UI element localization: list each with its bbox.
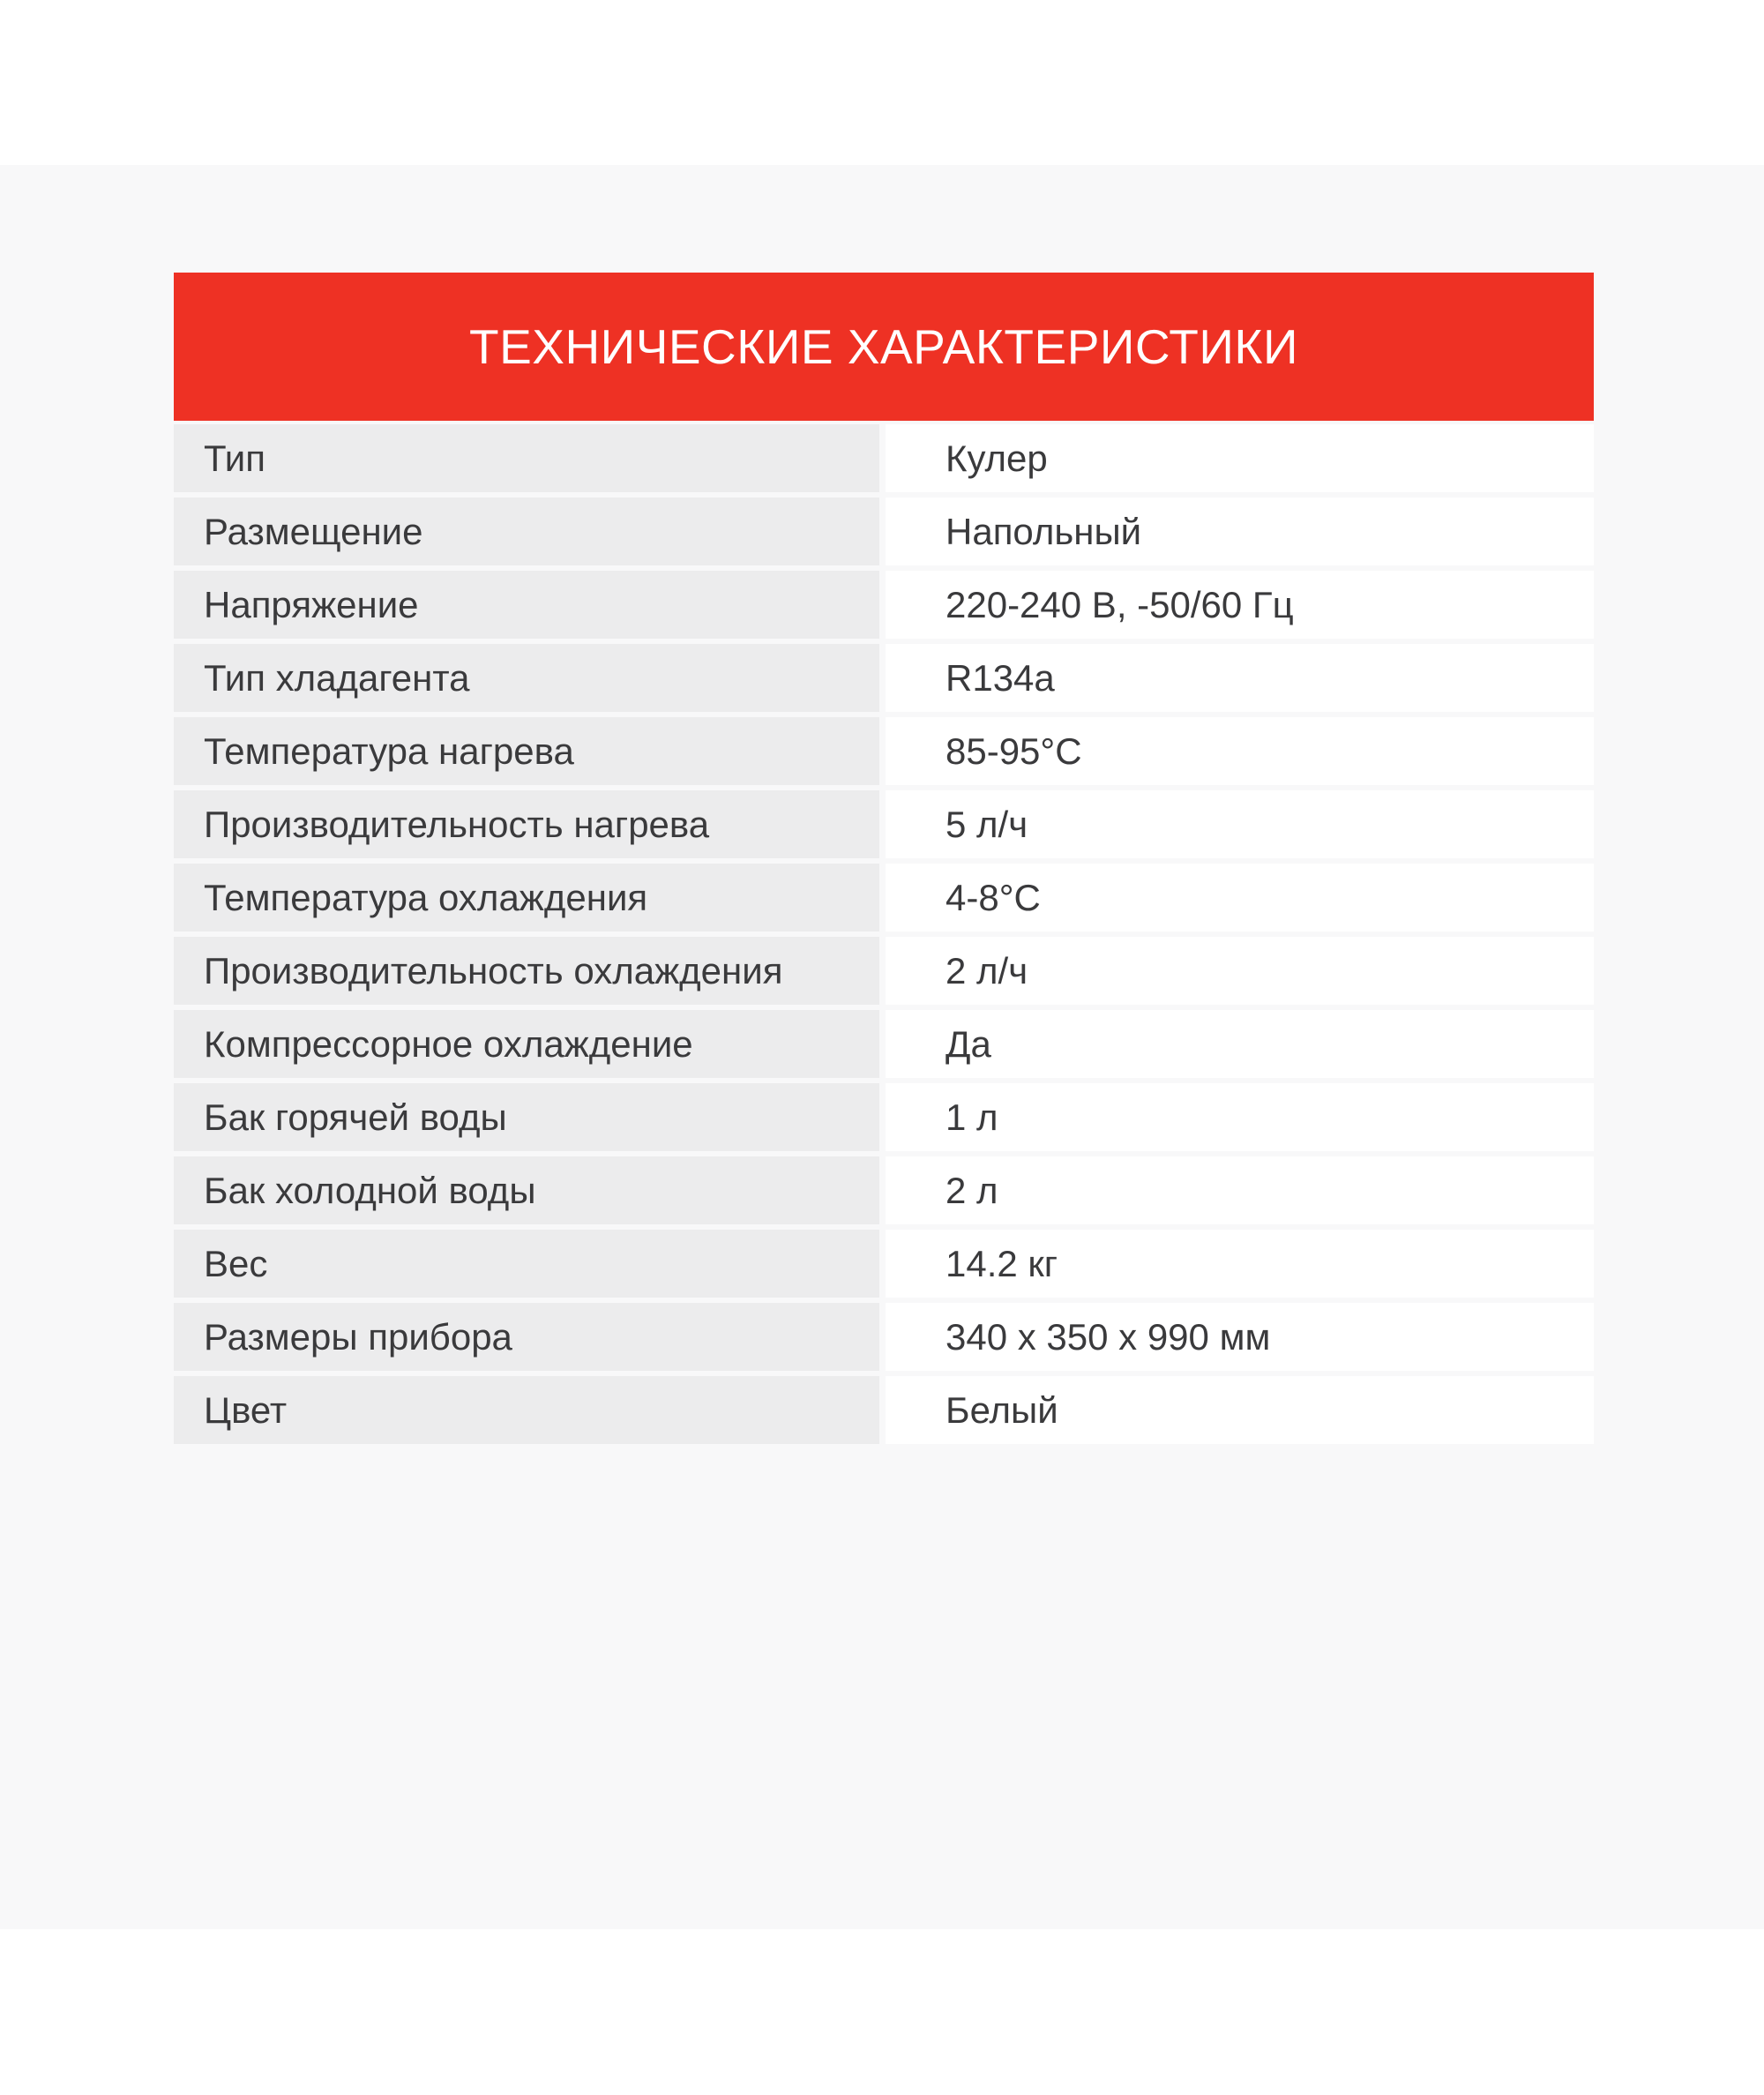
spec-label: Размеры прибора (174, 1303, 879, 1371)
spec-value: 4-8°С (886, 864, 1594, 932)
spec-value: 220-240 В, -50/60 Гц (886, 571, 1594, 639)
spec-label: Размещение (174, 498, 879, 565)
spec-row-type (174, 424, 1594, 492)
spec-label: Тип хладагента (174, 644, 879, 712)
spec-row-weight (174, 1230, 1594, 1298)
spec-card (174, 273, 1594, 1444)
spec-label: Тип (174, 424, 879, 492)
spec-label: Бак горячей воды (174, 1083, 879, 1151)
spec-value: 85-95°С (886, 717, 1594, 785)
spec-label: Вес (174, 1230, 879, 1298)
spec-label: Цвет (174, 1376, 879, 1444)
spec-value: 14.2 кг (886, 1230, 1594, 1298)
spec-value: 2 л (886, 1156, 1594, 1224)
spec-table (174, 424, 1594, 1444)
spec-value: Кулер (886, 424, 1594, 492)
spec-label: Производительность нагрева (174, 790, 879, 858)
spec-label: Компрессорное охлаждение (174, 1010, 879, 1078)
spec-row-compressor-cooling (174, 1010, 1594, 1078)
spec-row-color (174, 1376, 1594, 1444)
spec-row-heating-temperature (174, 717, 1594, 785)
spec-value: 340 х 350 х 990 мм (886, 1303, 1594, 1371)
spec-label: Температура нагрева (174, 717, 879, 785)
spec-row-cooling-capacity (174, 937, 1594, 1005)
spec-title: ТЕХНИЧЕСКИЕ ХАРАКТЕРИСТИКИ (469, 318, 1298, 374)
spec-label: Напряжение (174, 571, 879, 639)
spec-value: 1 л (886, 1083, 1594, 1151)
spec-row-dimensions (174, 1303, 1594, 1371)
spec-label: Производительность охлаждения (174, 937, 879, 1005)
spec-row-cooling-temperature (174, 864, 1594, 932)
spec-row-voltage (174, 571, 1594, 639)
spec-row-heating-capacity (174, 790, 1594, 858)
spec-value: Напольный (886, 498, 1594, 565)
spec-label: Бак холодной воды (174, 1156, 879, 1224)
spec-header (174, 273, 1594, 421)
spec-value: R134a (886, 644, 1594, 712)
spec-value: Белый (886, 1376, 1594, 1444)
spec-value: 2 л/ч (886, 937, 1594, 1005)
spec-value: Да (886, 1010, 1594, 1078)
spec-row-hot-tank (174, 1083, 1594, 1151)
spec-row-cold-tank (174, 1156, 1594, 1224)
spec-label: Температура охлаждения (174, 864, 879, 932)
spec-row-refrigerant (174, 644, 1594, 712)
spec-row-placement (174, 498, 1594, 565)
spec-value: 5 л/ч (886, 790, 1594, 858)
